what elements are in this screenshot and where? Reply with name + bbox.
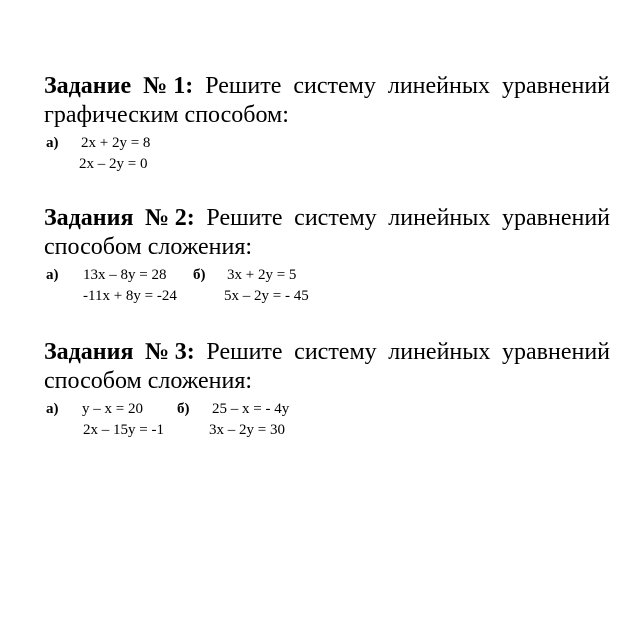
- task-1-heading: [44, 72, 610, 130]
- system-a-equation-2: -11x + 8y = -24: [83, 288, 177, 304]
- task-3: [44, 338, 610, 443]
- task-2-heading: [44, 204, 610, 262]
- system-b-label: б): [177, 401, 190, 417]
- system-b-equation-2: 3x – 2y = 30: [209, 422, 285, 438]
- task-2-text: Решите систему линейных уравнений способом сложения:: [44, 205, 611, 260]
- task-3-text: Решите систему линейных уравнений способом сложения:: [44, 339, 611, 394]
- task-1-systems: [44, 133, 610, 177]
- system-b-equation-1: 3x + 2y = 5: [227, 267, 297, 283]
- system-b-label: б): [193, 267, 206, 283]
- task-1-number: Задание №1:: [44, 73, 194, 99]
- task-1: [44, 72, 610, 177]
- system-a-label: а): [46, 401, 59, 417]
- task-3-number: Задания №3:: [44, 339, 195, 365]
- task-2-systems: [44, 265, 610, 309]
- system-b-equation-2: 5x – 2y = - 45: [224, 288, 309, 304]
- task-3-heading: [44, 338, 610, 396]
- task-2-number: Задания №2:: [44, 205, 195, 231]
- system-a-equation-1: y – x = 20: [82, 401, 143, 417]
- system-label: а): [46, 135, 59, 151]
- task-2: [44, 204, 610, 309]
- system-a-equation-1: 13x – 8y = 28: [83, 267, 167, 283]
- task-3-systems: [44, 399, 610, 443]
- equation-2: 2x – 2y = 0: [79, 156, 148, 172]
- task-1-text: Решите систему линейных уравнений графическим способом:: [44, 73, 610, 128]
- system-a-label: а): [46, 267, 59, 283]
- system-a-equation-2: 2x – 15y = -1: [83, 422, 164, 438]
- system-b-equation-1: 25 – x = - 4y: [212, 401, 290, 417]
- equation-1: 2x + 2y = 8: [81, 135, 151, 151]
